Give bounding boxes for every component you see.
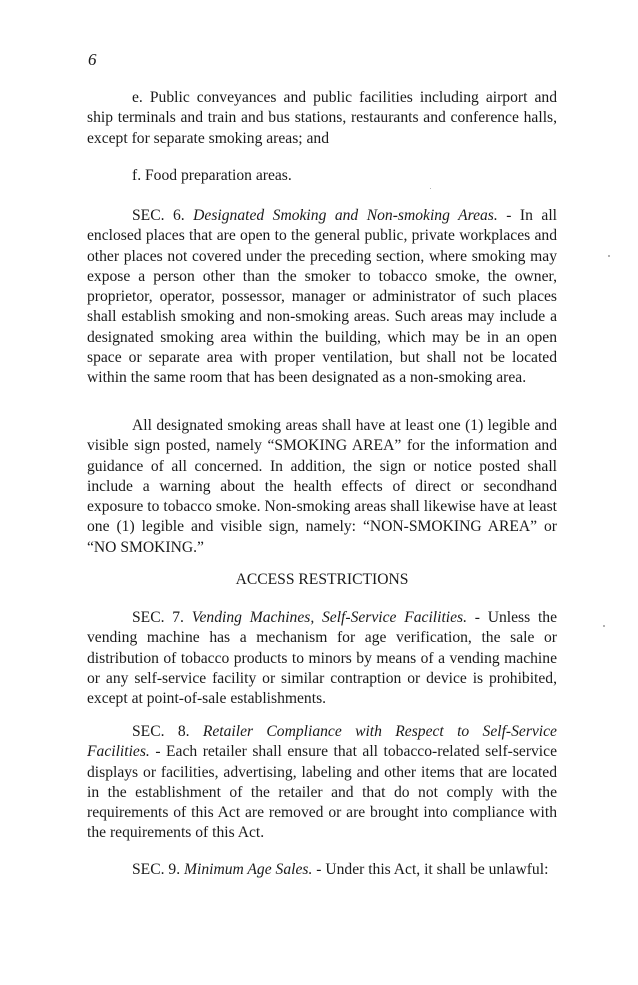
sec6-paragraph-2: All designated smoking areas shall have at least one (1) legible and visible sign posted, namely “SMOKING AREA” for the information and guidance of all concerned. In addition, the sign or notice posted shall include a warning about the health effects of direct or secondhand exposure to tobacco smoke. Non-smoking areas shall likewise have at least one (1) legible and visible sign, namely: “NON-SMOKING AREA” or “NO SMOKING.” — [87, 417, 557, 556]
sec8-title: Retailer Compliance with Respect to Self-Service Facilities. — [87, 723, 557, 761]
sec6-title: Designated Smoking and Non-smoking Areas. — [193, 207, 498, 224]
sec9-body: - Under this Act, it shall be unlawful: — [316, 861, 549, 878]
sec7-paragraph — [87, 608, 557, 709]
scan-speck — [603, 625, 605, 627]
sec7-title: Vending Machines, Self-Service Facilities. — [191, 609, 468, 626]
sec6-number: SEC. 6. — [132, 207, 185, 224]
section-heading: ACCESS RESTRICTIONS — [235, 571, 409, 588]
scan-speck — [608, 255, 610, 257]
sec9-title: Minimum Age Sales. — [184, 861, 313, 878]
sec7-number: SEC. 7. — [132, 609, 184, 626]
sec6-paragraph — [87, 206, 557, 389]
sec9-number: SEC. 9. — [132, 861, 181, 878]
sec8-number: SEC. 8. — [132, 723, 190, 740]
sec8-paragraph — [87, 722, 557, 844]
page-number: 6 — [88, 50, 97, 69]
scan-speck — [430, 188, 431, 189]
sec7-body: - Unless the vending machine has a mechanism for age verification, the sale or distribution of tobacco products to minors by means of a vending machine or any self-service facility or similar contraption or device is prohibited, except at point-of-sale establishments. — [87, 609, 557, 708]
item-e-paragraph: e. Public conveyances and public facilities including airport and ship terminals and train and bus stations, restaurants and conference halls, except for separate smoking areas; and — [87, 89, 557, 147]
sec8-body: - Each retailer shall ensure that all tobacco-related self-service displays or facilities, advertising, labeling and other items that are located in the establishment of the retailer and that do not comply with the requirements of this Act are removed or are brought into compliance with the requirements of this Act. — [87, 743, 557, 842]
item-f-paragraph: f. Food preparation areas. — [132, 167, 292, 184]
sec6-body: - In all enclosed places that are open to the general public, private workplaces and other places not covered under the preceding section, where smoking may expose a person other than the smoker to tobacco smoke, the owner, proprietor, operator, possessor, manager or administrator of such places shall establish smoking and non-smoking areas. Such areas may include a designated smoking area within the building, which may be in an open space or separate area with proper ventilation, but shall not be located within the same room that has been designated as a non-smoking area. — [87, 207, 557, 387]
sec9-paragraph — [87, 860, 557, 880]
